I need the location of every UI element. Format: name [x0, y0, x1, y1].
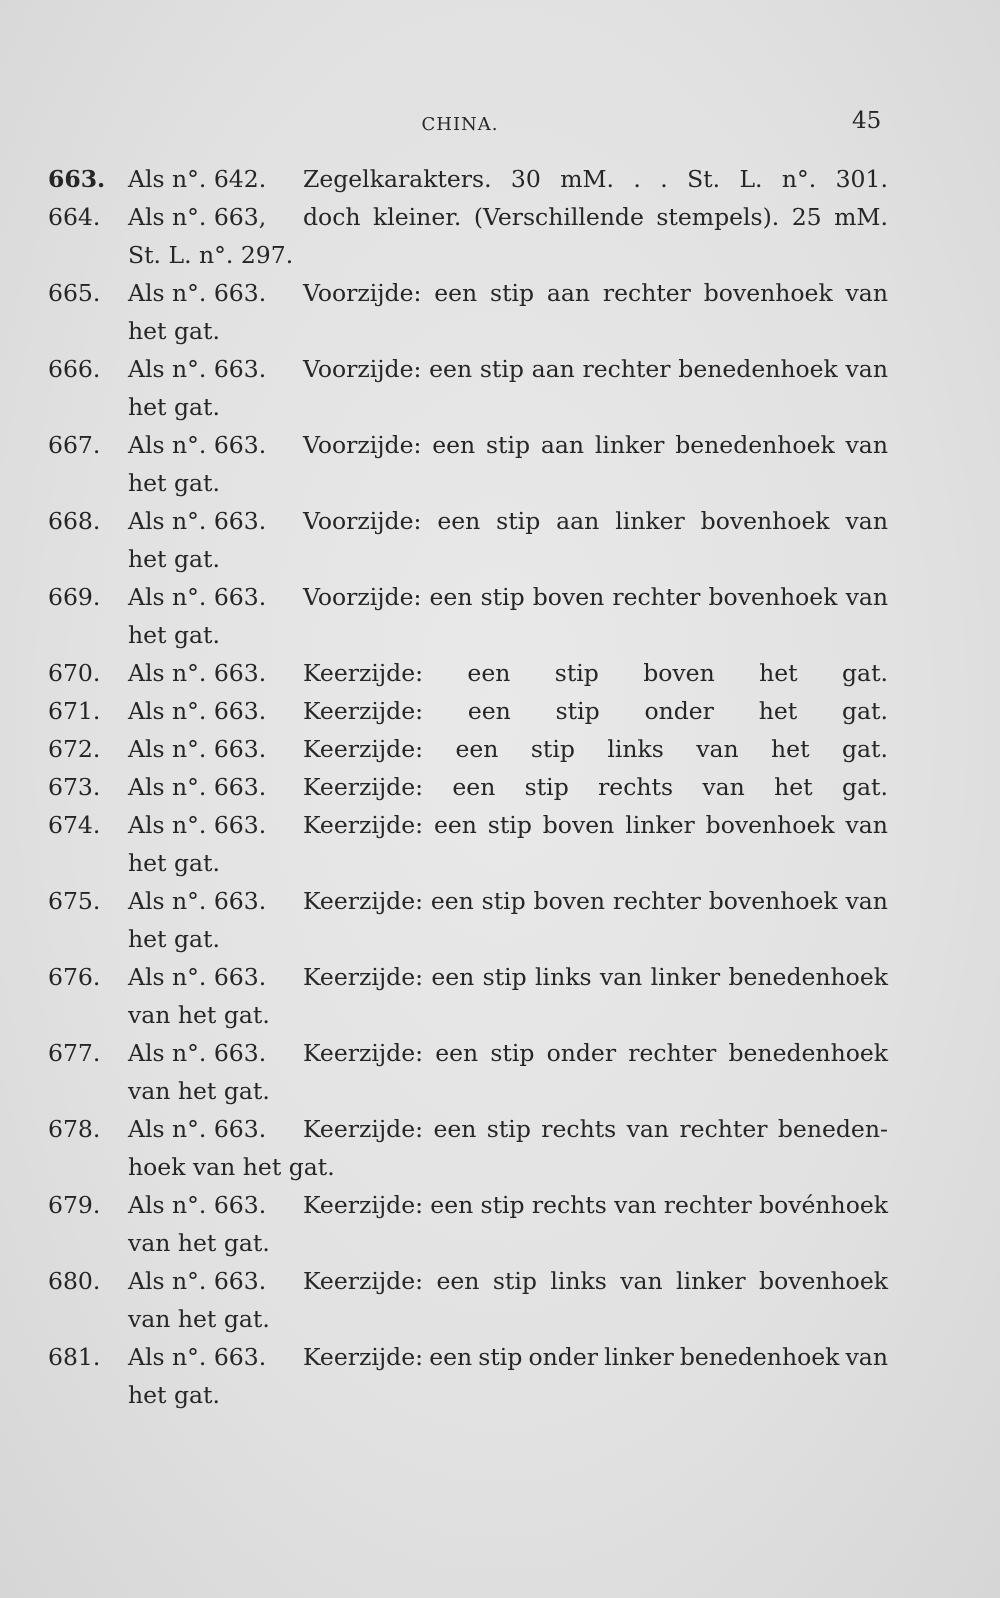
- description-word: Keerzijde:: [303, 887, 424, 915]
- entry-continuation: van het gat.: [128, 1229, 270, 1257]
- entry-reference: Als n°. 663.: [128, 887, 267, 915]
- entry-number: 681.: [48, 1343, 101, 1371]
- catalogue-entry: [48, 502, 888, 578]
- description-word: van: [614, 1191, 657, 1219]
- description-word: een: [467, 697, 511, 725]
- description-word: Keerzijde:: [303, 811, 424, 839]
- description-word: linker: [625, 811, 695, 839]
- entry-continuation: het gat.: [128, 925, 220, 953]
- entry-continuation: het gat.: [128, 849, 220, 877]
- description-word: een: [467, 659, 511, 687]
- catalogue-entry: [48, 274, 888, 350]
- entry-description: [303, 730, 888, 768]
- description-word: een: [437, 507, 481, 535]
- description-word: rechter: [628, 1039, 717, 1067]
- description-word: mM.: [834, 203, 888, 231]
- description-word: stip: [480, 583, 525, 611]
- catalogue-entry: [48, 198, 888, 274]
- description-word: stip: [555, 697, 600, 725]
- description-word: Keerzijde:: [303, 1343, 424, 1371]
- description-word: een: [433, 1115, 477, 1143]
- catalogue-entry: [48, 730, 888, 768]
- entry-reference: Als n°. 663.: [128, 1343, 267, 1371]
- description-word: gat.: [841, 773, 888, 801]
- description-word: een: [452, 773, 496, 801]
- entry-first-line: [48, 160, 888, 198]
- entry-continuation: van het gat.: [128, 1001, 270, 1029]
- entry-first-line: [48, 198, 888, 236]
- description-word: een: [435, 1039, 479, 1067]
- entry-reference: Als n°. 663.: [128, 697, 267, 725]
- description-word: van: [845, 355, 888, 383]
- entry-number: 673.: [48, 773, 101, 801]
- description-word: stip: [480, 1191, 525, 1219]
- description-word: bovénhoek: [759, 1191, 888, 1219]
- description-word: een: [431, 963, 475, 991]
- description-word: stip: [496, 507, 541, 535]
- description-word: Voorzijde:: [303, 355, 422, 383]
- entry-continuation: het gat.: [128, 1381, 220, 1409]
- entry-reference: Als n°. 663.: [128, 773, 267, 801]
- description-word: bovenhoek: [700, 507, 830, 535]
- page-number: 45: [852, 108, 882, 134]
- description-word: .: [660, 165, 668, 193]
- description-word: boven: [643, 659, 715, 687]
- catalogue-entry: [48, 1338, 888, 1414]
- entry-reference: Als n°. 663.: [128, 507, 267, 535]
- entry-reference: Als n°. 663.: [128, 583, 267, 611]
- entry-first-line: [48, 426, 888, 464]
- entry-reference: Als n°. 663.: [128, 1191, 267, 1219]
- description-word: (Verschillende: [473, 203, 644, 231]
- description-word: rechts: [531, 1191, 607, 1219]
- description-word: stip: [524, 773, 569, 801]
- entry-number: 674.: [48, 811, 101, 839]
- description-word: L.: [739, 165, 763, 193]
- entry-reference: Als n°. 663.: [128, 659, 267, 687]
- description-word: stip: [481, 887, 526, 915]
- description-word: een: [429, 583, 473, 611]
- description-word: een: [455, 735, 499, 763]
- entry-reference: Als n°. 663.: [128, 1039, 267, 1067]
- entry-number: 667.: [48, 431, 101, 459]
- description-word: 25: [791, 203, 822, 231]
- entry-description: [303, 426, 888, 464]
- description-word: Voorzijde:: [303, 583, 422, 611]
- description-word: boven: [532, 583, 605, 611]
- description-word: stempels).: [656, 203, 780, 231]
- description-word: Voorzijde:: [303, 431, 422, 459]
- entry-reference: Als n°. 663.: [128, 1267, 267, 1295]
- description-word: van: [845, 811, 888, 839]
- entry-description: [303, 1034, 888, 1072]
- description-word: .: [633, 165, 641, 193]
- description-word: stip: [530, 735, 575, 763]
- description-word: rechter: [612, 583, 701, 611]
- description-word: linker: [650, 963, 721, 991]
- entry-continuation: het gat.: [128, 469, 220, 497]
- entry-first-line: [48, 274, 888, 312]
- catalogue-entry: [48, 426, 888, 502]
- running-header-title: CHINA.: [421, 114, 499, 135]
- description-word: 301.: [835, 165, 888, 193]
- description-word: rechter: [582, 355, 671, 383]
- description-word: aan: [531, 355, 575, 383]
- entry-first-line: [48, 730, 888, 768]
- description-word: stip: [482, 963, 527, 991]
- entry-reference: Als n°. 663.: [128, 279, 267, 307]
- description-word: Voorzijde:: [303, 279, 422, 307]
- description-word: stip: [492, 1267, 537, 1295]
- description-word: boven: [542, 811, 615, 839]
- catalogue-entry: [48, 1262, 888, 1338]
- description-word: bovenhoek: [703, 279, 833, 307]
- description-word: benedenhoek: [679, 1343, 840, 1371]
- entry-description: [303, 958, 888, 996]
- description-word: het: [771, 735, 810, 763]
- description-word: rechter: [612, 887, 701, 915]
- description-word: stip: [478, 1343, 523, 1371]
- description-word: rechter: [602, 279, 691, 307]
- entry-continuation: hoek van het gat.: [128, 1153, 335, 1181]
- description-word: benedenhoek: [678, 355, 838, 383]
- entry-number: 676.: [48, 963, 101, 991]
- description-word: linker: [676, 1267, 746, 1295]
- description-word: gat.: [842, 659, 888, 687]
- entry-continuation: het gat.: [128, 393, 220, 421]
- description-word: onder: [644, 697, 714, 725]
- description-word: linker: [615, 507, 685, 535]
- entry-reference: Als n°. 663.: [128, 963, 267, 991]
- entry-continuation: van het gat.: [128, 1077, 270, 1105]
- description-word: Keerzijde:: [303, 735, 424, 763]
- description-word: beneden-: [777, 1115, 888, 1143]
- entry-first-line: [48, 882, 888, 920]
- description-word: van: [599, 963, 643, 991]
- description-word: van: [702, 773, 745, 801]
- entry-number: 669.: [48, 583, 101, 611]
- entry-description: [303, 882, 888, 920]
- catalogue-entry: [48, 1034, 888, 1110]
- description-word: 30: [510, 165, 541, 193]
- entry-number: 672.: [48, 735, 101, 763]
- entry-description: [303, 1262, 888, 1300]
- description-word: van: [696, 735, 739, 763]
- description-word: van: [845, 279, 888, 307]
- description-word: onder: [528, 1343, 598, 1371]
- description-word: Keerzijde:: [303, 1267, 424, 1295]
- entry-number: 664.: [48, 203, 101, 231]
- entry-number: 680.: [48, 1267, 101, 1295]
- description-word: Keerzijde:: [303, 963, 424, 991]
- description-word: van: [845, 887, 888, 915]
- description-word: rechter: [679, 1115, 768, 1143]
- description-word: rechter: [663, 1191, 752, 1219]
- description-word: van: [845, 1343, 888, 1371]
- description-word: gat.: [842, 697, 888, 725]
- entry-description: [303, 274, 888, 312]
- catalogue-entries: [48, 160, 888, 1414]
- description-word: stip: [490, 1039, 535, 1067]
- description-word: een: [433, 811, 477, 839]
- entry-reference: Als n°. 642.: [128, 165, 267, 193]
- catalogue-entry: [48, 160, 888, 198]
- description-word: stip: [485, 431, 531, 459]
- description-word: rechts: [541, 1115, 617, 1143]
- description-word: boven: [533, 887, 606, 915]
- description-word: het: [774, 773, 813, 801]
- entry-first-line: [48, 958, 888, 996]
- entry-description: [303, 160, 888, 198]
- catalogue-entry: [48, 692, 888, 730]
- catalogue-entry: [48, 882, 888, 958]
- catalogue-entry: [48, 958, 888, 1034]
- entry-description: [303, 502, 888, 540]
- catalogue-entry: [48, 578, 888, 654]
- description-word: Keerzijde:: [303, 773, 424, 801]
- description-word: stip: [479, 355, 524, 383]
- description-word: het: [759, 659, 798, 687]
- entry-number: 666.: [48, 355, 101, 383]
- description-word: van: [626, 1115, 670, 1143]
- description-word: aan: [556, 507, 600, 535]
- description-word: Keerzijde:: [303, 1191, 424, 1219]
- description-word: een: [429, 355, 473, 383]
- description-word: benedenhoek: [675, 431, 835, 459]
- description-word: benedenhoek: [728, 1039, 888, 1067]
- entry-description: [303, 654, 888, 692]
- description-word: Zegelkarakters.: [303, 165, 492, 193]
- entry-description: [303, 692, 888, 730]
- entry-description: [303, 1110, 888, 1148]
- entry-reference: Als n°. 663.: [128, 735, 267, 763]
- entry-continuation: het gat.: [128, 621, 220, 649]
- description-word: bovenhoek: [708, 583, 838, 611]
- description-word: Voorzijde:: [303, 507, 422, 535]
- catalogue-entry: [48, 768, 888, 806]
- entry-first-line: [48, 578, 888, 616]
- entry-number: 679.: [48, 1191, 101, 1219]
- entry-number: 678.: [48, 1115, 101, 1143]
- description-word: stip: [487, 811, 532, 839]
- entry-first-line: [48, 1186, 888, 1224]
- description-word: van: [620, 1267, 663, 1295]
- catalogue-entry: [48, 806, 888, 882]
- description-word: Keerzijde:: [303, 659, 424, 687]
- description-word: n°.: [781, 165, 817, 193]
- description-word: een: [432, 431, 476, 459]
- description-word: aan: [540, 431, 585, 459]
- description-word: van: [845, 583, 888, 611]
- description-word: stip: [486, 1115, 531, 1143]
- description-word: stip: [554, 659, 599, 687]
- entry-continuation: het gat.: [128, 317, 220, 345]
- entry-continuation: van het gat.: [128, 1305, 270, 1333]
- description-word: gat.: [841, 735, 888, 763]
- entry-reference: Als n°. 663.: [128, 1115, 267, 1143]
- entry-continuation: het gat.: [128, 545, 220, 573]
- entry-first-line: [48, 502, 888, 540]
- entry-description: [303, 1186, 888, 1224]
- description-word: van: [845, 507, 888, 535]
- description-word: kleiner.: [373, 203, 462, 231]
- description-word: onder: [546, 1039, 617, 1067]
- description-word: een: [430, 887, 474, 915]
- entry-description: [303, 768, 888, 806]
- description-word: linker: [594, 431, 665, 459]
- entry-number: 668.: [48, 507, 101, 535]
- entry-number: 670.: [48, 659, 101, 687]
- description-word: bovenhoek: [759, 1267, 888, 1295]
- description-word: Keerzijde:: [303, 697, 424, 725]
- description-word: links: [550, 1267, 607, 1295]
- entry-reference: Als n°. 663.: [128, 811, 267, 839]
- entry-first-line: [48, 806, 888, 844]
- description-word: mM.: [560, 165, 615, 193]
- description-word: links: [535, 963, 592, 991]
- catalogue-entry: [48, 1110, 888, 1186]
- entry-first-line: [48, 1034, 888, 1072]
- description-word: het: [758, 697, 798, 725]
- description-word: doch: [303, 203, 361, 231]
- entry-first-line: [48, 350, 888, 388]
- entry-number: 675.: [48, 887, 101, 915]
- description-word: een: [430, 1191, 474, 1219]
- entry-number: 665.: [48, 279, 101, 307]
- entry-first-line: [48, 654, 888, 692]
- description-word: bovenhoek: [708, 887, 838, 915]
- catalogue-entry: [48, 654, 888, 692]
- description-word: Keerzijde:: [303, 1039, 424, 1067]
- entry-description: [303, 578, 888, 616]
- description-word: Keerzijde:: [303, 1115, 424, 1143]
- description-word: een: [434, 279, 478, 307]
- description-word: stip: [490, 279, 535, 307]
- catalogue-entry: [48, 1186, 888, 1262]
- entry-description: [303, 806, 888, 844]
- entry-number: 677.: [48, 1039, 101, 1067]
- entry-number: 671.: [48, 697, 101, 725]
- description-word: een: [429, 1343, 473, 1371]
- entry-description: [303, 198, 888, 236]
- description-word: links: [607, 735, 664, 763]
- entry-first-line: [48, 1110, 888, 1148]
- catalogue-entry: [48, 350, 888, 426]
- entry-first-line: [48, 768, 888, 806]
- description-word: een: [436, 1267, 480, 1295]
- entry-continuation: St. L. n°. 297.: [128, 241, 294, 269]
- entry-number: 663.: [48, 165, 106, 193]
- description-word: van: [845, 431, 888, 459]
- entry-first-line: [48, 1338, 888, 1376]
- entry-reference: Als n°. 663.: [128, 431, 267, 459]
- entry-reference: Als n°. 663.: [128, 355, 267, 383]
- description-word: rechts: [598, 773, 674, 801]
- entry-first-line: [48, 692, 888, 730]
- entry-description: [303, 1338, 888, 1376]
- description-word: benedenhoek: [728, 963, 888, 991]
- description-word: linker: [604, 1343, 674, 1371]
- description-word: St.: [687, 165, 721, 193]
- entry-first-line: [48, 1262, 888, 1300]
- description-word: bovenhoek: [705, 811, 835, 839]
- description-word: aan: [546, 279, 591, 307]
- entry-reference: Als n°. 663,: [128, 203, 267, 231]
- entry-description: [303, 350, 888, 388]
